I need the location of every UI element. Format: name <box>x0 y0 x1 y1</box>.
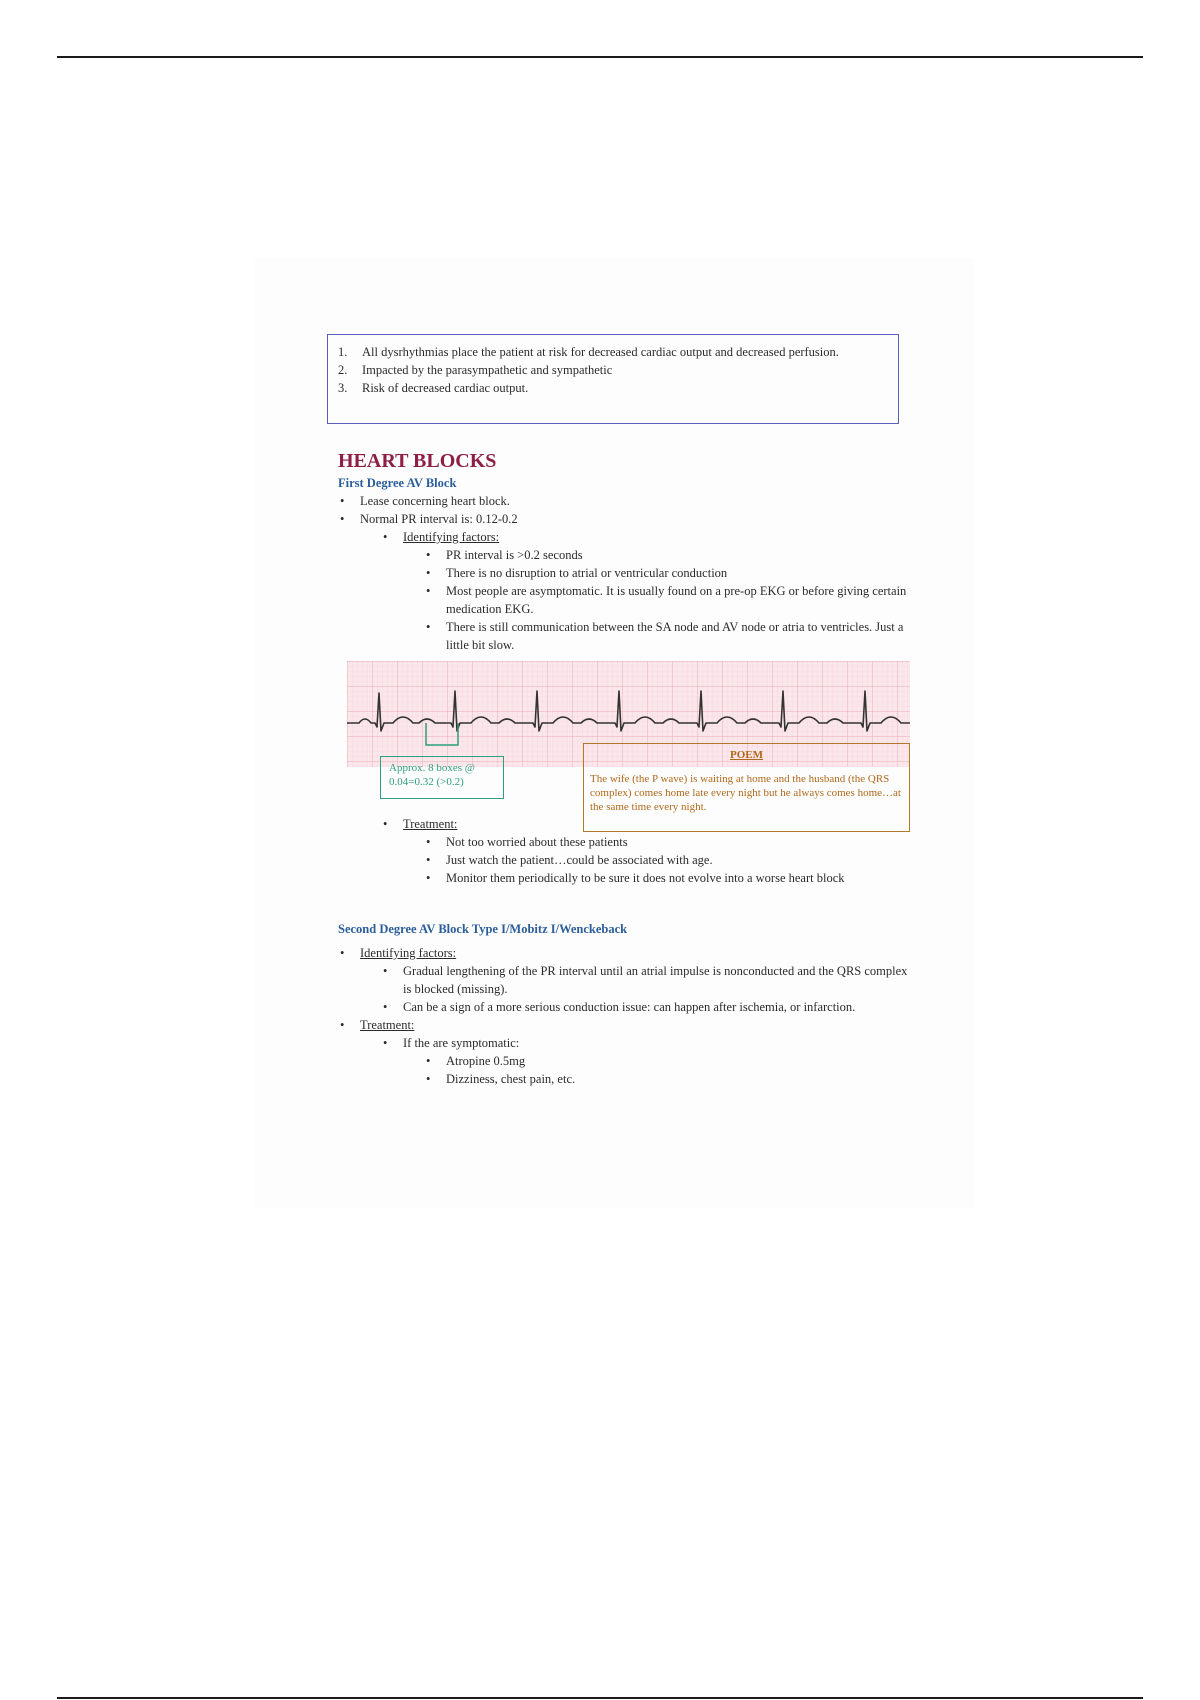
list-item: • Not too worried about these patients <box>424 833 918 851</box>
list-item: • Treatment: <box>381 815 918 833</box>
list-item: • Gradual lengthening of the PR interval until an atrial impulse is nonconducted and the QRS complex is blocked (missing). <box>381 962 918 998</box>
list-item: • Treatment: <box>338 1016 918 1034</box>
pr-measurement-note: Approx. 8 boxes @ 0.04=0.32 (>0.2) <box>380 756 504 799</box>
poem-title: POEM <box>730 749 763 761</box>
summary-item: 3. Risk of decreased cardiac output. <box>338 381 529 395</box>
footer-rule <box>57 1697 1143 1699</box>
summary-box <box>327 334 899 424</box>
list-item: • Lease concerning heart block. <box>338 492 918 510</box>
first-degree-treatment <box>338 815 918 887</box>
list-item: • PR interval is >0.2 seconds <box>424 546 918 564</box>
list-item: • Identifying factors: <box>338 944 918 962</box>
page-title: HEART BLOCKS <box>338 450 497 472</box>
list-item: • Most people are asymptomatic. It is usually found on a pre-op EKG or before giving certain medication EKG. <box>424 582 918 618</box>
poem-text: The wife (the P wave) is waiting at home and the husband (the QRS complex) comes home late every night but he always comes home…at the same time every night. <box>590 773 901 813</box>
section-heading: Second Degree AV Block Type I/Mobitz I/Wenckeback <box>338 922 628 936</box>
list-item: • Just watch the patient…could be associated with age. <box>424 851 918 869</box>
list-item: • There is no disruption to atrial or ventricular conduction <box>424 564 918 582</box>
list-item: • Normal PR interval is: 0.12-0.2 <box>338 510 918 528</box>
list-item: • Can be a sign of a more serious conduction issue: can happen after ischemia, or infarction. <box>381 998 918 1016</box>
list-item: • There is still communication between the SA node and AV node or atria to ventricles. Just a little bit slow. <box>424 618 918 654</box>
header-rule <box>57 56 1143 58</box>
list-item: • If the are symptomatic: <box>381 1034 918 1052</box>
list-item: • Monitor them periodically to be sure it does not evolve into a worse heart block <box>424 869 918 887</box>
second-degree-section <box>338 920 918 1088</box>
first-degree-section <box>338 448 918 654</box>
list-item: • Atropine 0.5mg <box>424 1052 918 1070</box>
section-heading: First Degree AV Block <box>338 476 457 490</box>
list-item: • Dizziness, chest pain, etc. <box>424 1070 918 1088</box>
list-item: • Identifying factors: <box>381 528 918 546</box>
summary-item: 1. All dysrhythmias place the patient at risk for decreased cardiac output and decreased perfusion. <box>338 345 839 359</box>
summary-item: 2. Impacted by the parasympathetic and sympathetic <box>338 363 613 377</box>
